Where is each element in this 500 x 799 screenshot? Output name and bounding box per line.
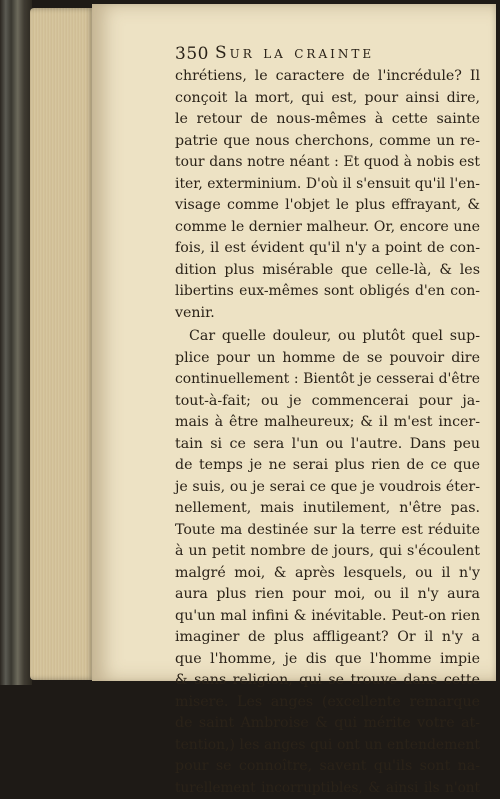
text-line: dition plus misérable que celle-là, & les <box>175 260 480 282</box>
text-line: je suis, ou je serai ce que je voudrois éter- <box>175 477 480 499</box>
text-line: le retour de nous-mêmes à cette sainte <box>175 109 480 131</box>
text-line: mais à être malheureux; & il m'est incer- <box>175 412 480 434</box>
text-line: imaginer de plus affligeant? Or il n'y a <box>175 627 480 649</box>
text-line: tention,) les anges qui ont un entendement <box>175 735 480 757</box>
page-edges <box>30 8 94 680</box>
text-line: nellement, mais inutilement, n'être pas. <box>175 498 480 520</box>
text-line: continuellement : Bientôt je cesserai d'être <box>175 369 480 391</box>
text-line: misere. Les anges (excellente remarque <box>175 692 480 714</box>
text-line: qu'un mal infini & inévitable. Peut-on rien <box>175 606 480 628</box>
text-line: Car quelle douleur, ou plutôt quel sup- <box>175 326 480 348</box>
text-line: comme le dernier malheur. Or, encore une <box>175 217 480 239</box>
text-line: plice pour un homme de se pouvoir dire <box>175 348 480 370</box>
text-line: aura plus rien pour moi, ou il n'y aura <box>175 584 480 606</box>
text-line: conçoit la mort, qui est, pour ainsi dire, <box>175 88 480 110</box>
text-line: turellement incorruptibles, & ainsi ils n'ont <box>175 778 480 799</box>
text-line: chrétiens, le caractere de l'incrédule? Il <box>175 66 480 88</box>
text-line: fois, il est évident qu'il n'y a point de con- <box>175 238 480 260</box>
text-line: Toute ma destinée sur la terre est réduite <box>175 520 480 542</box>
text-line: à un petit nombre de jours, qui s'écoulent <box>175 541 480 563</box>
text-line: visage comme l'objet le plus effrayant, & <box>175 195 480 217</box>
text-line: de temps je ne serai plus rien de ce que <box>175 455 480 477</box>
text-line: que l'homme, je dis que l'homme impie <box>175 649 480 671</box>
text-line: venir. <box>175 303 480 325</box>
text-line: malgré moi, & après lesquels, ou il n'y <box>175 563 480 585</box>
text-line: libertins eux-mêmes sont obligés d'en con- <box>175 281 480 303</box>
body-text <box>175 66 480 799</box>
text-line: de saint Ambroise & qui mérite votre at- <box>175 713 480 735</box>
text-line: tain si ce sera l'un ou l'autre. Dans peu <box>175 434 480 456</box>
text-line: pour se connoître, savent qu'ils sont na- <box>175 756 480 778</box>
text-line: & sans religion, qui se trouve dans cette <box>175 670 480 692</box>
text-line: iter, exterminium. D'où il s'ensuit qu'il l'en- <box>175 174 480 196</box>
page-number: 350 <box>175 44 209 64</box>
text-line: tout-à-fait; ou je commencerai pour ja- <box>175 391 480 413</box>
text-line: tour dans notre néant : Et quod à nobis est <box>175 152 480 174</box>
running-head: Sur la crainte <box>215 43 374 63</box>
text-line: patrie que nous cherchons, comme un re- <box>175 131 480 153</box>
book-binding <box>0 0 32 685</box>
book-page <box>92 4 496 681</box>
